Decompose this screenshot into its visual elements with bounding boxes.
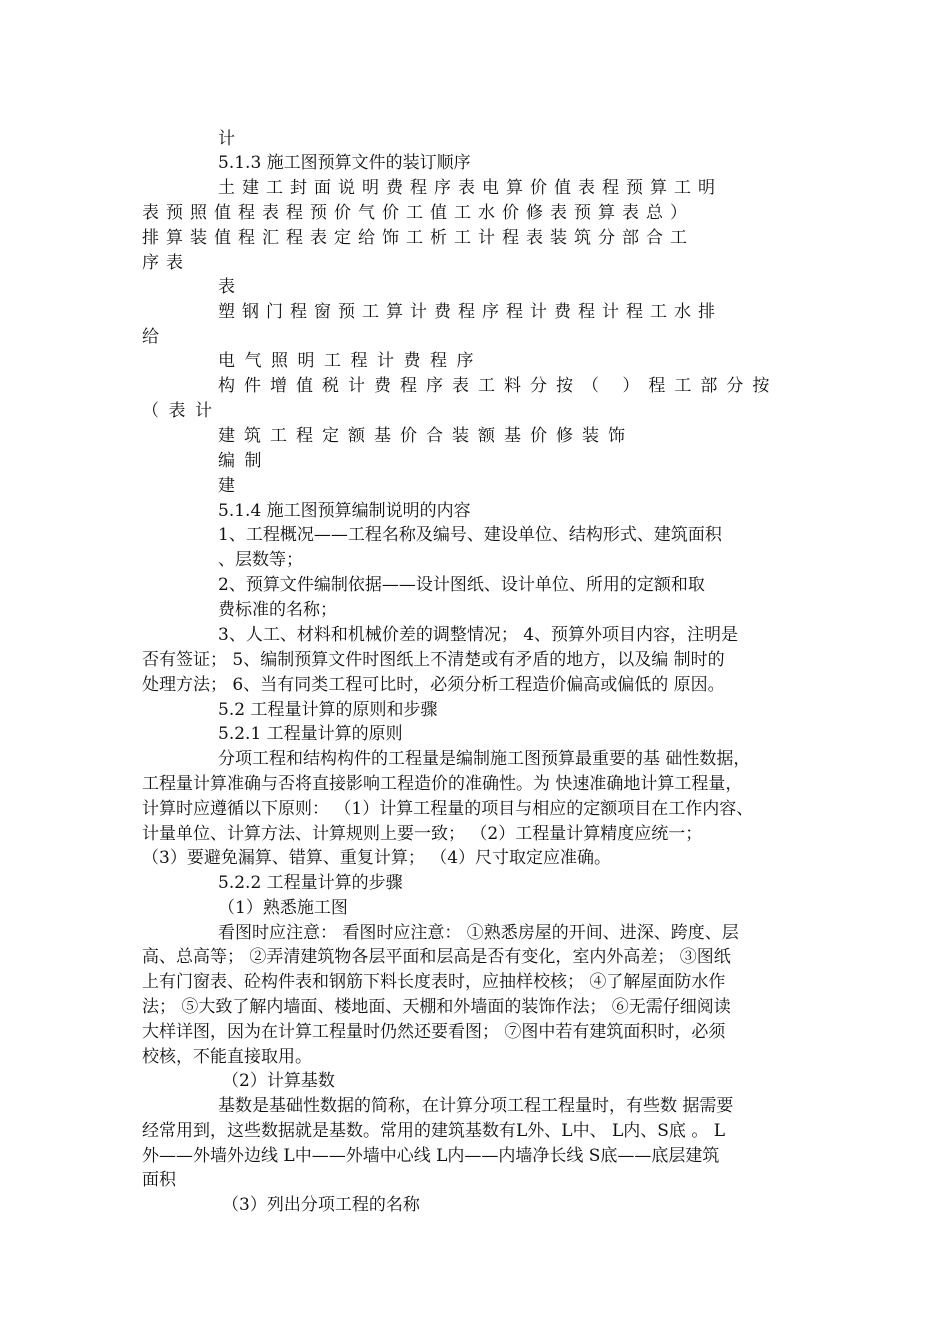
step-heading-3: （3）列出分项工程的名称 xyxy=(222,1195,420,1215)
section-heading-5-1-3: 5.1.3 施工图预算文件的装订顺序 xyxy=(218,153,471,173)
text-line: 编制 xyxy=(218,451,271,471)
text-line: （3）要避免漏算、错算、重复计算； （4）尺寸取定应准确。 xyxy=(142,848,612,868)
text-line: 建筑工程定额基价合装额基价修装饰 xyxy=(218,426,634,446)
text-line: 计量单位、计算方法、计算规则上要一致； （2）工程量计算精度应统一； xyxy=(142,824,703,844)
text-line: 1、工程概况——工程名称及编号、建设单位、结构形式、建筑面积 xyxy=(218,525,722,545)
text-line: 表 xyxy=(218,277,235,297)
text-line: 分项工程和结构构件的工程量是编制施工图预算最重要的基 础性数据， xyxy=(218,749,751,769)
text-line: 2、预算文件编制依据——设计图纸、设计单位、所用的定额和取 xyxy=(218,575,705,595)
text-line: 看图时应注意： 看图时应注意： ①熟悉房屋的开间、进深、跨度、层 xyxy=(218,923,739,943)
text-line: 处理方法； 6、当有同类工程可比时，必须分析工程造价偏高或偏低的 原因。 xyxy=(142,675,725,695)
text-line: 排算装值程汇程表定给饰工析工计程表装筑分部合工 xyxy=(142,228,694,248)
step-heading-2: （2）计算基数 xyxy=(222,1071,335,1091)
text-line: 给 xyxy=(142,327,159,347)
text-line: 面积 xyxy=(142,1170,176,1190)
text-line: 表预照值程表程预价气价工值工水价修表预算表总） xyxy=(142,203,694,223)
text-line: 、层数等； xyxy=(218,550,303,570)
section-heading-5-2-2: 5.2.2 工程量计算的步骤 xyxy=(218,873,403,893)
text-line: 工程量计算准确与否将直接影响工程造价的准确性。为 快速准确地计算工程量， xyxy=(142,774,743,794)
text-line: 经常用到，这些数据就是基数。常用的建筑基数有L外、L中、 L内、S底 。 L xyxy=(142,1121,726,1141)
text-line: 否有签证； 5、编制预算文件时图纸上不清楚或有矛盾的地方，以及编 制时的 xyxy=(142,650,725,670)
text-line: 高、总高等； ②弄清建筑物各层平面和层高是否有变化，室内外高差； ③图纸 xyxy=(142,947,731,967)
text-line: 外——外墙外边线 L中——外墙中心线 L内——内墙净长线 S底——底层建筑 xyxy=(142,1146,720,1166)
text-line: 计算时应遵循以下原则： （1）计算工程量的项目与相应的定额项目在工作内容、 xyxy=(142,799,754,819)
text-line: 大样详图，因为在计算工程量时仍然还要看图； ⑦图中若有建筑面积时，必须 xyxy=(142,1022,726,1042)
section-heading-5-2: 5.2 工程量计算的原则和步骤 xyxy=(218,700,438,720)
text-line: 3、人工、材料和机械价差的调整情况； 4、预算外项目内容，注明是 xyxy=(218,625,739,645)
text-line: 电气照明工程计费程序 xyxy=(218,351,483,371)
text-line: （表计 xyxy=(142,401,222,421)
text-line: 序表 xyxy=(142,253,190,273)
section-heading-5-1-4: 5.1.4 施工图预算编制说明的内容 xyxy=(218,501,471,521)
section-heading-5-2-1: 5.2.1 工程量计算的原则 xyxy=(218,724,403,744)
text-line: 计 xyxy=(218,129,235,149)
step-heading-1: （1）熟悉施工图 xyxy=(218,898,348,918)
text-line: 建 xyxy=(218,476,235,496)
text-line: 校核，不能直接取用。 xyxy=(142,1047,312,1067)
text-line: 法； ⑤大致了解内墙面、楼地面、天棚和外墙面的装饰作法； ⑥无需仔细阅读 xyxy=(142,997,731,1017)
text-line: 土建工封面说明费程序表电算价值表程预算工明 xyxy=(218,178,722,198)
text-line: 塑钢门程窗预工算计费程序程计费程计程工水排 xyxy=(218,302,722,322)
text-line: 上有门窗表、砼构件表和钢筋下料长度表时，应抽样校核； ④了解屋面防水作 xyxy=(142,972,726,992)
text-line: 构件增值税计费程序表工料分按（ ）程工部分按 xyxy=(218,376,779,396)
text-line: 基数是基础性数据的简称，在计算分项工程工程量时，有些数 据需要 xyxy=(218,1096,734,1116)
text-line: 费标准的名称； xyxy=(218,600,337,620)
